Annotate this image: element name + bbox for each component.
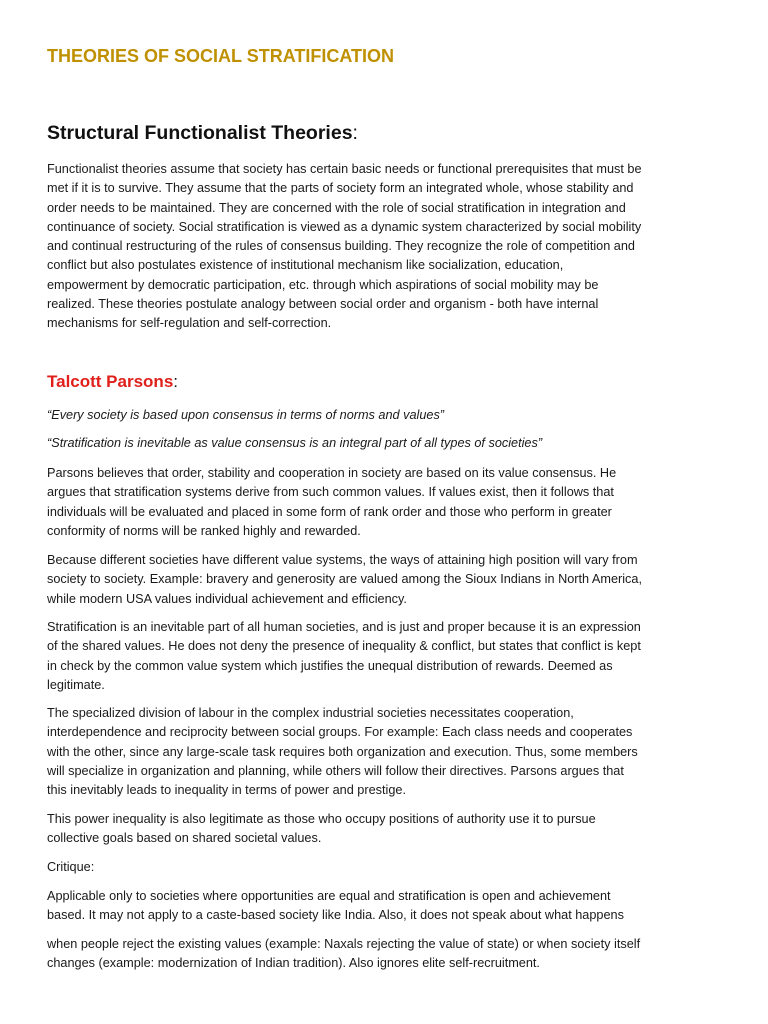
parsons-heading: [47, 372, 178, 392]
document-title: THEORIES OF SOCIAL STRATIFICATION: [47, 46, 395, 66]
section-heading-text: Structural Functionalist Theories: [47, 122, 353, 144]
section-heading: [47, 122, 358, 145]
functionalist-paragraph: Functionalist theories assume that society has certain basic needs or functional prerequisites that must be met if it is to survive. They assume that the parts of society form an integrated whole, whose stability and order needs to be maintained. They are concerned with the role of social stratification in integration and continuance of society. Social stratification is viewed as a dynamic system characterized by social mobility and continual restructuring of the rules of consensus building. They recognize the role of competition and conflict but also postulates existence of institutional mechanism like socialization, education, empowerment by democratic participation, etc. through which aspirations of social mobility may be realized. These theories postulate analogy between social order and organism - both have internal mechanisms for self-regulation and self-correction.: [47, 162, 642, 331]
parsons-paragraph-5: This power inequality is also legitimate as those who occupy positions of authority use it to pursue collective goals based on shared societal values.: [47, 812, 596, 846]
parsons-paragraph-1: Parsons believes that order, stability and cooperation in society are based on its value consensus. He argues that stratification systems derive from such common values. If values exist, then it follows that individuals will be evaluated and placed in some form of rank order and those who perform in greater conformity of norms will be ranked highly and rewarded.: [47, 466, 617, 538]
critique-paragraph-1: Applicable only to societies where opportunities are equal and stratification is open and achievement based. It may not apply to a caste-based society like India. Also, it does not speak about what happens: [47, 889, 624, 923]
parsons-quote-2: “Stratification is inevitable as value consensus is an integral part of all types of societies”: [47, 436, 543, 450]
section-heading-colon: :: [352, 122, 358, 144]
parsons-paragraph-2: Because different societies have different value systems, the ways of attaining high position will vary from society to society. Example: bravery and generosity are valued among the Sioux Indians in North America, while modern USA values individual achievement and efficiency.: [47, 553, 642, 606]
parsons-paragraph-4: The specialized division of labour in the complex industrial societies necessitates cooperation, interdependence and reciprocity between social groups. For example: Each class needs and cooperates with the other, since any large-scale task requires both organization and execution. Thus, some members will specialize in organization and planning, while others will follow their directives. Parsons argues that this inevitably leads to inequality in terms of power and prestige.: [47, 706, 638, 798]
parsons-quote-1: “Every society is based upon consensus in terms of norms and values”: [47, 408, 445, 422]
critique-paragraph-2: when people reject the existing values (example: Naxals rejecting the value of state) or when society itself changes (example: modernization of Indian tradition). Also ignores elite self-recruitment.: [47, 937, 641, 971]
parsons-heading-text: Talcott Parsons: [47, 372, 174, 391]
parsons-heading-colon: :: [173, 372, 179, 391]
parsons-paragraph-3: Stratification is an inevitable part of all human societies, and is just and proper because it is an expression of the shared values. He does not deny the presence of inequality & conflict, but states that conflict is kept in check by the common value system which justifies the unequal distribution of rewards. Deemed as legitimate.: [47, 620, 641, 692]
critique-label: Critique:: [47, 860, 95, 874]
